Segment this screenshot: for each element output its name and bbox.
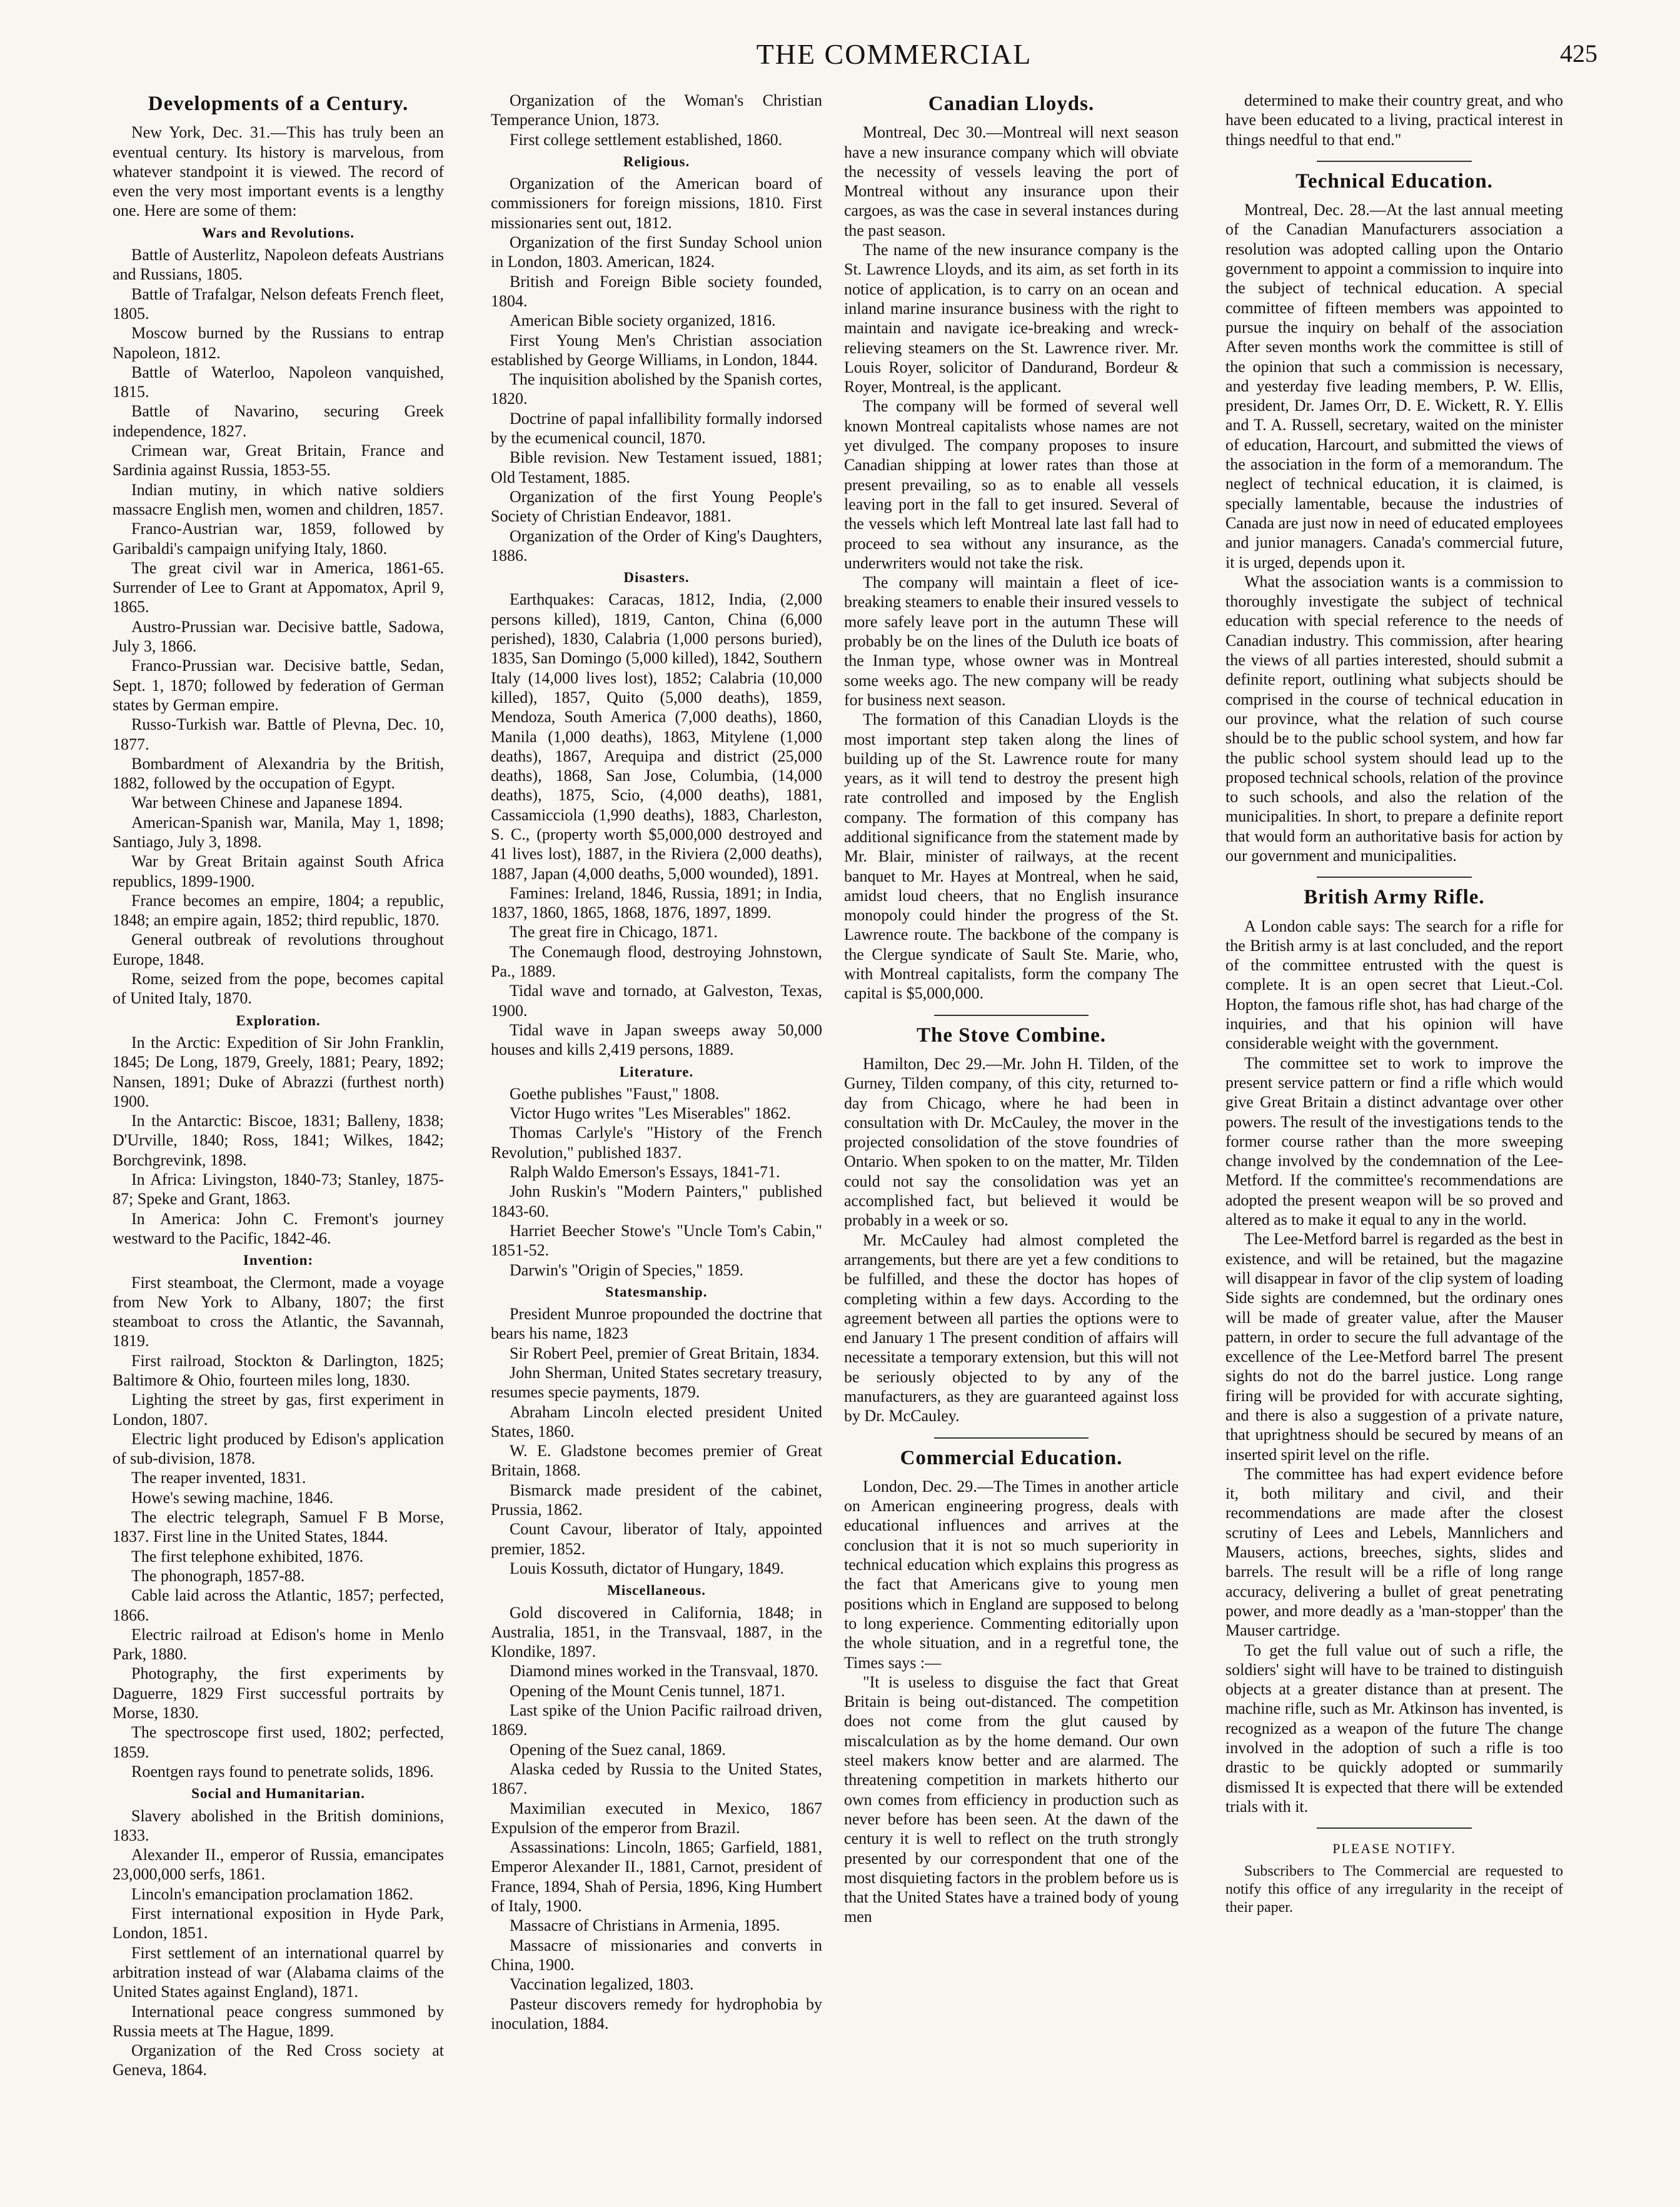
paragraph: Bismarck made president of the cabinet, Prussia, 1862. — [491, 1481, 822, 1519]
paragraph: Organization of the first Young People's Society of Christian Endeavor, 1881. — [491, 487, 822, 526]
paragraph: Indian mutiny, in which native soldiers massacre English men, women and children, 1857. — [113, 480, 444, 518]
notice-divider — [1317, 1827, 1472, 1829]
paragraph: Slavery abolished in the British dominions, 1833. — [113, 1806, 444, 1844]
column-4 — [1225, 91, 1563, 2185]
paragraph: American-Spanish war, Manila, May 1, 1898; Santiago, July 3, 1898. — [113, 813, 444, 851]
section-heading: Religious. — [623, 153, 690, 169]
paragraph: Opening of the Mount Cenis tunnel, 1871. — [510, 1681, 785, 1700]
paragraph: Abraham Lincoln elected president United States, 1860. — [491, 1402, 822, 1440]
paragraph: First Young Men's Christian association established by George Williams, in London, 1844. — [491, 331, 822, 369]
paragraph: Doctrine of papal infallibility formally indorsed by the ecumenical council, 1870. — [491, 409, 822, 448]
article-title: Commercial Education. — [900, 1446, 1123, 1469]
paragraph: Montreal, Dec 30.—Montreal will next season have a new insurance company which will obviate the necessity of vessels leaving the port of Montreal without any insurance upon their cargoes, as was the case in several instances during the past season. — [844, 123, 1179, 239]
paragraph: To get the full value out of such a rifle, the soldiers' sight will have to be trained to distinguish objects at a greater distance than at present. The machine rifle, such as Mr. Atkinson has invented, is recognized as a weapon of the future The change involved in the adoption of such a rifle is too drastic to be quickly adopted or summarily dismissed It is expected that there will be extended trials with it. — [1225, 1641, 1563, 1816]
section-heading: Disasters. — [623, 570, 690, 586]
article-divider — [1317, 877, 1472, 878]
article-title: Technical Education. — [1295, 169, 1493, 193]
publication-title: THE COMMERCIAL — [756, 38, 1032, 70]
paragraph: War by Great Britain against South Africa republics, 1899-1900. — [113, 852, 444, 890]
paragraph: Assassinations: Lincoln, 1865; Garfield, 1881, Emperor Alexander II., 1881, Carnot, president of France, 1894, Shah of Persia, 1896, King Humbert of Italy, 1900. — [491, 1838, 822, 1916]
paragraph: The company will be formed of several well known Montreal capitalists whose names are not yet divulged. The company proposes to insure Canadian shipping at lower rates than those at present prevailing, so as to enable all vessels leaving port in the fall to get insured. Several of the vessels which left Montreal late last fall had to proceed to sea without any insurance, as the underwriters would not take the risk. — [844, 397, 1179, 572]
paragraph: France becomes an empire, 1804; a republic, 1848; an empire again, 1852; third republic, 1870. — [113, 891, 444, 930]
paragraph: The first telephone exhibited, 1876. — [131, 1547, 364, 1566]
section-heading: Social and Humanitarian. — [191, 1786, 365, 1802]
paragraph: In the Antarctic: Biscoe, 1831; Balleny, 1838; D'Urville, 1840; Ross, 1841; Wilkes, 1842; Borchgrevink, 1898. — [113, 1112, 444, 1169]
paragraph: Diamond mines worked in the Transvaal, 1870. — [510, 1662, 818, 1681]
paragraph: John Ruskin's "Modern Painters," published 1843-60. — [491, 1182, 822, 1220]
paragraph: Organization of the first Sunday School union in London, 1803. American, 1824. — [491, 233, 822, 271]
paragraph: American Bible society organized, 1816. — [510, 311, 776, 330]
paragraph: General outbreak of revolutions throughout Europe, 1848. — [113, 930, 444, 968]
column-2 — [491, 91, 822, 2185]
paragraph: President Munroe propounded the doctrine that bears his name, 1823 — [491, 1305, 822, 1343]
paragraph: Last spike of the Union Pacific railroad driven, 1869. — [491, 1701, 822, 1739]
paragraph: Alaska ceded by Russia to the United States, 1867. — [491, 1759, 822, 1798]
article-divider — [1317, 161, 1472, 162]
paragraph: Howe's sewing machine, 1846. — [131, 1488, 334, 1507]
article-title: British Army Rifle. — [1304, 886, 1485, 909]
paragraph: The Lee-Metford barrel is regarded as the best in existence, and will be retained, but the magazine will disappear in favor of the clip system of loading Side sights are condemned, but the ordinary ones will be made of greater value, after the Mauser pattern, in order to secure the full advantage of the excellence of the Lee-Metford barrel The present sights do not do the barrel justice. Long range firing will be provided for with accurate sighting, and there is also a suggestion of a private nature, that uprightness should be secured by means of an inserted spirit level on the rifle. — [1225, 1230, 1563, 1464]
paragraph: The reaper invented, 1831. — [131, 1469, 306, 1487]
paragraph: Battle of Navarino, securing Greek independence, 1827. — [113, 402, 444, 440]
article-title: Canadian Lloyds. — [928, 93, 1095, 115]
paragraph: The phonograph, 1857-88. — [131, 1566, 305, 1585]
column-3 — [844, 91, 1179, 2185]
paragraph: Tidal wave in Japan sweeps away 50,000 houses and kills 2,419 persons, 1889. — [491, 1020, 822, 1059]
paragraph: London, Dec. 29.—The Times in another article on American engineering progress, deals with educational influences and arrives at the conclusion that it is not so much superiority in technical education which explains this progress as the fact that Americans give to young men positions which in England are supposed to belong to long experience. Commenting editorially upon the whole situation, and in a regretful tone, the Times says :— — [844, 1477, 1179, 1672]
paragraph: Organization of the Woman's Christian Temperance Union, 1873. — [491, 91, 822, 129]
page-number: 425 — [1560, 39, 1597, 68]
paragraph: Battle of Trafalgar, Nelson defeats French fleet, 1805. — [113, 284, 444, 323]
paragraph: The Conemaugh flood, destroying Johnstown, Pa., 1889. — [491, 942, 822, 981]
paragraph: Franco-Prussian war. Decisive battle, Sedan, Sept. 1, 1870; followed by federation of German states by German empire. — [113, 656, 444, 714]
running-head — [0, 38, 1680, 75]
article-divider — [934, 1437, 1088, 1439]
paragraph: Cable laid across the Atlantic, 1857; perfected, 1866. — [113, 1586, 444, 1624]
paragraph: Victor Hugo writes "Les Miserables" 1862. — [510, 1104, 792, 1123]
paragraph: Earthquakes: Caracas, 1812, India, (2,000 persons killed), 1819, Canton, China (6,000 perished), 1830, Calabria (1,000 persons buried), 1835, San Domingo (5,000 killed), 1842, Southern Italy (14,000 lives lost), 1852; Calabria (10,000 killed), 1857, Quito (5,000 deaths), 1859, Mendoza, South America (7,000 deaths), 1860, Manila (1,000 deaths), 1863, Mitylene (1,000 deaths), 1867, Arequipa and district (25,000 deaths), 1868, San Jose, Columbia, (14,000 deaths), 1875, Scio, (4,000 deaths), 1881, Cassamicciola (1,990 deaths), 1883, Charleston, S. C., (property worth $5,000,000 destroyed and 41 lives lost), 1887, in the Riviera (2,000 deaths), 1887, Japan (4,000 deaths, 5,000 wounded), 1891. — [491, 590, 822, 883]
paragraph: British and Foreign Bible society founded, 1804. — [491, 272, 822, 310]
paragraph: What the association wants is a commission to thoroughly investigate the subject of technical education with special reference to the needs of Canadian industry. This commission, after hearing the views of all parties interested, should submit a definite report, outlining what subjects should be comprised in the course of technical education in our province, what the relation of such course should be to the public school system, and how far the public school system should lead up to the proposed technical schools, relation of the province to such schools, and also the relation of the municipalities. In short, to prepare a definite report that would form an authoritative basis for action by our government and municipalities. — [1225, 572, 1563, 865]
paragraph: Sir Robert Peel, premier of Great Britain, 1834. — [510, 1344, 820, 1362]
paragraph: "It is useless to disguise the fact that Great Britain is being out-distanced. The competition does not come from the glut caused by miscalculation as by the home demand. Our own steel makers know better and are alarmed. The threatening competition in markets hitherto our own comes from efficiency in production such as never before has been seen. At the dawn of the century it is well to reflect on the truth strongly presented by our correspondent that one of the most disquieting factors in the problem before us is that the United States have a trained body of young men — [844, 1672, 1179, 1926]
paragraph: War between Chinese and Japanese 1894. — [131, 793, 403, 812]
section-heading: Statesmanship. — [605, 1284, 708, 1300]
paragraph: Goethe publishes "Faust," 1808. — [510, 1084, 720, 1103]
paragraph: Massacre of Christians in Armenia, 1895. — [510, 1916, 780, 1935]
paragraph: Bombardment of Alexandria by the British, 1882, followed by the occupation of Egypt. — [113, 754, 444, 793]
paragraph: Harriet Beecher Stowe's "Uncle Tom's Cabin," 1851-52. — [491, 1221, 822, 1260]
paragraph: Photography, the first experiments by Daguerre, 1829 First successful portraits by Morse, 1830. — [113, 1664, 444, 1722]
paragraph: Thomas Carlyle's "History of the French Revolution," published 1837. — [491, 1124, 822, 1162]
paragraph: Pasteur discovers remedy for hydrophobia by inoculation, 1884. — [491, 1994, 822, 2033]
paragraph: Hamilton, Dec 29.—Mr. John H. Tilden, of the Gurney, Tilden company, of this city, returned to-day from Chicago, where he had been in consultation with Dr. McCauley, the mover in the projected consolidation of the stove foundries of Ontario. When spoken to on the matter, Mr. Tilden could not say the consolidation was yet an accomplished fact, but believed it would be probably in a week or so. — [844, 1054, 1179, 1230]
notice-text: Subscribers to The Commercial are requested to notify this office of any irregularity in the receipt of their paper. — [1225, 1863, 1563, 1916]
paragraph: The great fire in Chicago, 1871. — [510, 923, 718, 942]
paragraph: The committee has had expert evidence before it, both military and civil, and their recommendations are made after the closest scrutiny of Lees and Lebels, Mannlichers and Mausers, actions, breeches, sights, slides and barrels. The result will be a rifle of long range accuracy, delivering a bullet of great penetrating power, and more deadly as a 'man-stopper' than the Mauser cartridge. — [1225, 1464, 1563, 1640]
paragraph: Crimean war, Great Britain, France and Sardinia against Russia, 1853-55. — [113, 441, 444, 480]
paragraph: Lincoln's emancipation proclamation 1862. — [131, 1884, 413, 1903]
paragraph: Roentgen rays found to penetrate solids, 1896. — [131, 1762, 434, 1781]
paragraph: Russo-Turkish war. Battle of Plevna, Dec. 10, 1877. — [113, 715, 444, 753]
section-heading: Wars and Revolutions. — [201, 224, 355, 241]
paragraph: The great civil war in America, 1861-65. Surrender of Lee to Grant at Appomatox, April 9, 1865. — [113, 558, 444, 616]
paragraph: In America: John C. Fremont's journey westward to the Pacific, 1842-46. — [113, 1209, 444, 1247]
paragraph: Austro-Prussian war. Decisive battle, Sadowa, July 3, 1866. — [113, 617, 444, 656]
paragraph: In the Arctic: Expedition of Sir John Franklin, 1845; De Long, 1879, Greely, 1881; Peary, 1892; Nansen, 1891; Duke of Abrazzi (furthest north) 1900. — [113, 1033, 444, 1110]
paragraph: Montreal, Dec. 28.—At the last annual meeting of the Canadian Manufacturers association a resolution was adopted calling upon the Ontario government to appoint a commission to inquire into the subject of technical education. A special committee of fifteen members was appointed to pursue the inquiry on behalf of the association After seven months work the committee is still of the opinion that such a commission is necessary, and yesterday five leading members, P. W. Ellis, president, Dr. James Orr, D. E. Wickett, R. Y. Ellis and T. A. Russell, secretary, waited on the minister of education, Harcourt, and submitted the views of the association in the form of a memorandum. The neglect of technical education, it is claimed, is specially lamentable, because the industries of Canada are just now in need of educated employees and junior managers. Canada's commercial future, it is urged, depends upon it. — [1225, 201, 1563, 571]
paragraph: Electric railroad at Edison's home in Menlo Park, 1880. — [113, 1625, 444, 1664]
paragraph: Count Cavour, liberator of Italy, appointed premier, 1852. — [491, 1520, 822, 1558]
paragraph: The name of the new insurance company is the St. Lawrence Lloyds, and its aim, as set forth in its notice of application, is to carry on an ocean and inland marine insurance business with the right to maintain and navigate ice-breaking and wreck-relieving steamers on the St. Lawrence river. Mr. Louis Royer, solicitor of Dandurand, Bordeur & Royer, Montreal, is the applicant. — [844, 241, 1179, 396]
paragraph: The electric telegraph, Samuel F B Morse, 1837. First line in the United States, 1844. — [113, 1508, 444, 1546]
column-1 — [113, 91, 444, 2185]
paragraph: Battle of Austerlitz, Napoleon defeats Austrians and Russians, 1805. — [113, 246, 444, 284]
notice-box — [1225, 1839, 1563, 1916]
paragraph: A London cable says: The search for a rifle for the British army is at last concluded, and the report of the committee entrusted with the quest is complete. It is an open secret that Lieut.-Col. Hopton, the famous rifle shot, has had charge of the inquiries, and that his opinion will have considerable weight with the government. — [1225, 917, 1563, 1053]
paragraph: Tidal wave and tornado, at Galveston, Texas, 1900. — [491, 982, 822, 1020]
paragraph: Organization of the Red Cross society at Geneva, 1864. — [113, 2041, 444, 2079]
section-heading: Miscellaneous. — [607, 1582, 706, 1599]
paragraph: Mr. McCauley had almost completed the arrangements, but there are yet a few conditions to be fulfilled, and these the doctor has hopes of completing within a few days. According to the agreement between all parties the options were to end January 1 The present condition of affairs will necessitate a temporary extension, but this will not be seriously objected to by any of the manufacturers, as they are guaranteed against loss by Dr. McCauley. — [844, 1230, 1179, 1425]
paragraph: Rome, seized from the pope, becomes capital of United Italy, 1870. — [113, 970, 444, 1008]
intro-paragraph: New York, Dec. 31.—This has truly been an eventual century. Its history is marvelous, from whatever standpoint it is viewed. The record of even the very most important events is a lengthy one. Here are some of them: — [113, 123, 444, 220]
paragraph: The company will maintain a fleet of ice-breaking steamers to enable their insured vessels to more safely leave port in the autumn These will probably be on the lines of the Duluth ice boats of the Inman type, whose owner was in Montreal some weeks ago. The new company will be ready for business next season. — [844, 573, 1179, 709]
paragraph: Organization of the Order of King's Daughters, 1886. — [491, 526, 822, 565]
paragraph: Maximilian executed in Mexico, 1867 Expulsion of the emperor from Brazil. — [491, 1799, 822, 1837]
paragraph: The committee set to work to improve the present service pattern or find a rifle which would give Great Britain a distinct advantage over other powers. The result of the investigations tends to the former course rather than the more sweeping change involved by the condemnation of the Lee-Metford. If the committee's recommendations are adopted the present weapon will be so proved and altered as to make it equal to any in the world. — [1225, 1053, 1563, 1229]
paragraph: John Sherman, United States secretary treasury, resumes specie payments, 1879. — [491, 1364, 822, 1402]
paragraph: Bible revision. New Testament issued, 1881; Old Testament, 1885. — [491, 448, 822, 486]
paragraph: In Africa: Livingston, 1840-73; Stanley, 1875-87; Speke and Grant, 1863. — [113, 1170, 444, 1209]
paragraph: Darwin's "Origin of Species," 1859. — [510, 1260, 743, 1279]
paragraph: Battle of Waterloo, Napoleon vanquished, 1815. — [113, 363, 444, 401]
paragraph: First steamboat, the Clermont, made a voyage from New York to Albany, 1807; the first steamboat to cross the Atlantic, the Savannah, 1819. — [113, 1273, 444, 1350]
paragraph: Ralph Waldo Emerson's Essays, 1841-71. — [510, 1163, 780, 1182]
paragraph: First railroad, Stockton & Darlington, 1825; Baltimore & Ohio, fourteen miles long, 1830. — [113, 1351, 444, 1389]
paragraph: Louis Kossuth, dictator of Hungary, 1849. — [510, 1559, 784, 1577]
paragraph: The spectroscope first used, 1802; perfected, 1859. — [113, 1723, 444, 1761]
paragraph: First college settlement established, 1860. — [510, 130, 783, 149]
paragraph: Alexander II., emperor of Russia, emancipates 23,000,000 serfs, 1861. — [113, 1846, 444, 1884]
paragraph: Franco-Austrian war, 1859, followed by Garibaldi's campaign unifying Italy, 1860. — [113, 520, 444, 558]
paragraph: determined to make their country great, and who have been educated to a living, practical interest in things needful to that end." — [1225, 91, 1563, 149]
notice-title: PLEASE NOTIFY. — [1332, 1841, 1456, 1857]
article-title: Developments of a Century. — [148, 93, 409, 115]
paragraph: Opening of the Suez canal, 1869. — [510, 1740, 726, 1759]
article-title: The Stove Combine. — [916, 1023, 1107, 1047]
paragraph: The inquisition abolished by the Spanish cortes, 1820. — [491, 370, 822, 408]
section-heading: Exploration. — [236, 1012, 321, 1028]
paragraph: International peace congress summoned by Russia meets at The Hague, 1899. — [113, 2002, 444, 2040]
paragraph: Organization of the American board of commissioners for foreign missions, 1810. First missionaries sent out, 1812. — [491, 174, 822, 232]
paragraph: Massacre of missionaries and converts in China, 1900. — [491, 1936, 822, 1974]
paragraph: First international exposition in Hyde Park, London, 1851. — [113, 1904, 444, 1943]
paragraph: Moscow burned by the Russians to entrap Napoleon, 1812. — [113, 324, 444, 362]
paragraph: W. E. Gladstone becomes premier of Great Britain, 1868. — [491, 1442, 822, 1480]
section-heading: Invention: — [243, 1252, 314, 1269]
paragraph: Vaccination legalized, 1803. — [510, 1975, 694, 1994]
article-divider — [934, 1015, 1088, 1016]
paragraph: Gold discovered in California, 1848; in Australia, 1851, in the Transvaal, 1887, in the Klondike, 1897. — [491, 1603, 822, 1661]
section-heading: Literature. — [619, 1063, 694, 1080]
paragraph: Famines: Ireland, 1846, Russia, 1891; in India, 1837, 1860, 1865, 1868, 1876, 1897, 1899. — [491, 883, 822, 922]
paragraph: First settlement of an international quarrel by arbitration instead of war (Alabama claims of the United States against England), 1871. — [113, 1943, 444, 2001]
paragraph: Lighting the street by gas, first experiment in London, 1807. — [113, 1390, 444, 1429]
paragraph: Electric light produced by Edison's application of sub-division, 1878. — [113, 1429, 444, 1468]
paragraph: The formation of this Canadian Lloyds is the most important step taken along the lines of building up of the St. Lawrence route for many years, as it will tend to destroy the present high rate controlled and imposed by the English company. The formation of this company has additional significance from the statement made by Mr. Blair, minister of railways, at the recent banquet to Mr. Hayes at Montreal, when he said, amidst loud cheers, that no English insurance monopoly could hinder the progress of the St. Lawrence route. The backbone of the company is the Clergue syndicate of Sault Ste. Marie, who, with Montreal capitalists, form the company The capital is $5,000,000. — [844, 710, 1179, 1003]
